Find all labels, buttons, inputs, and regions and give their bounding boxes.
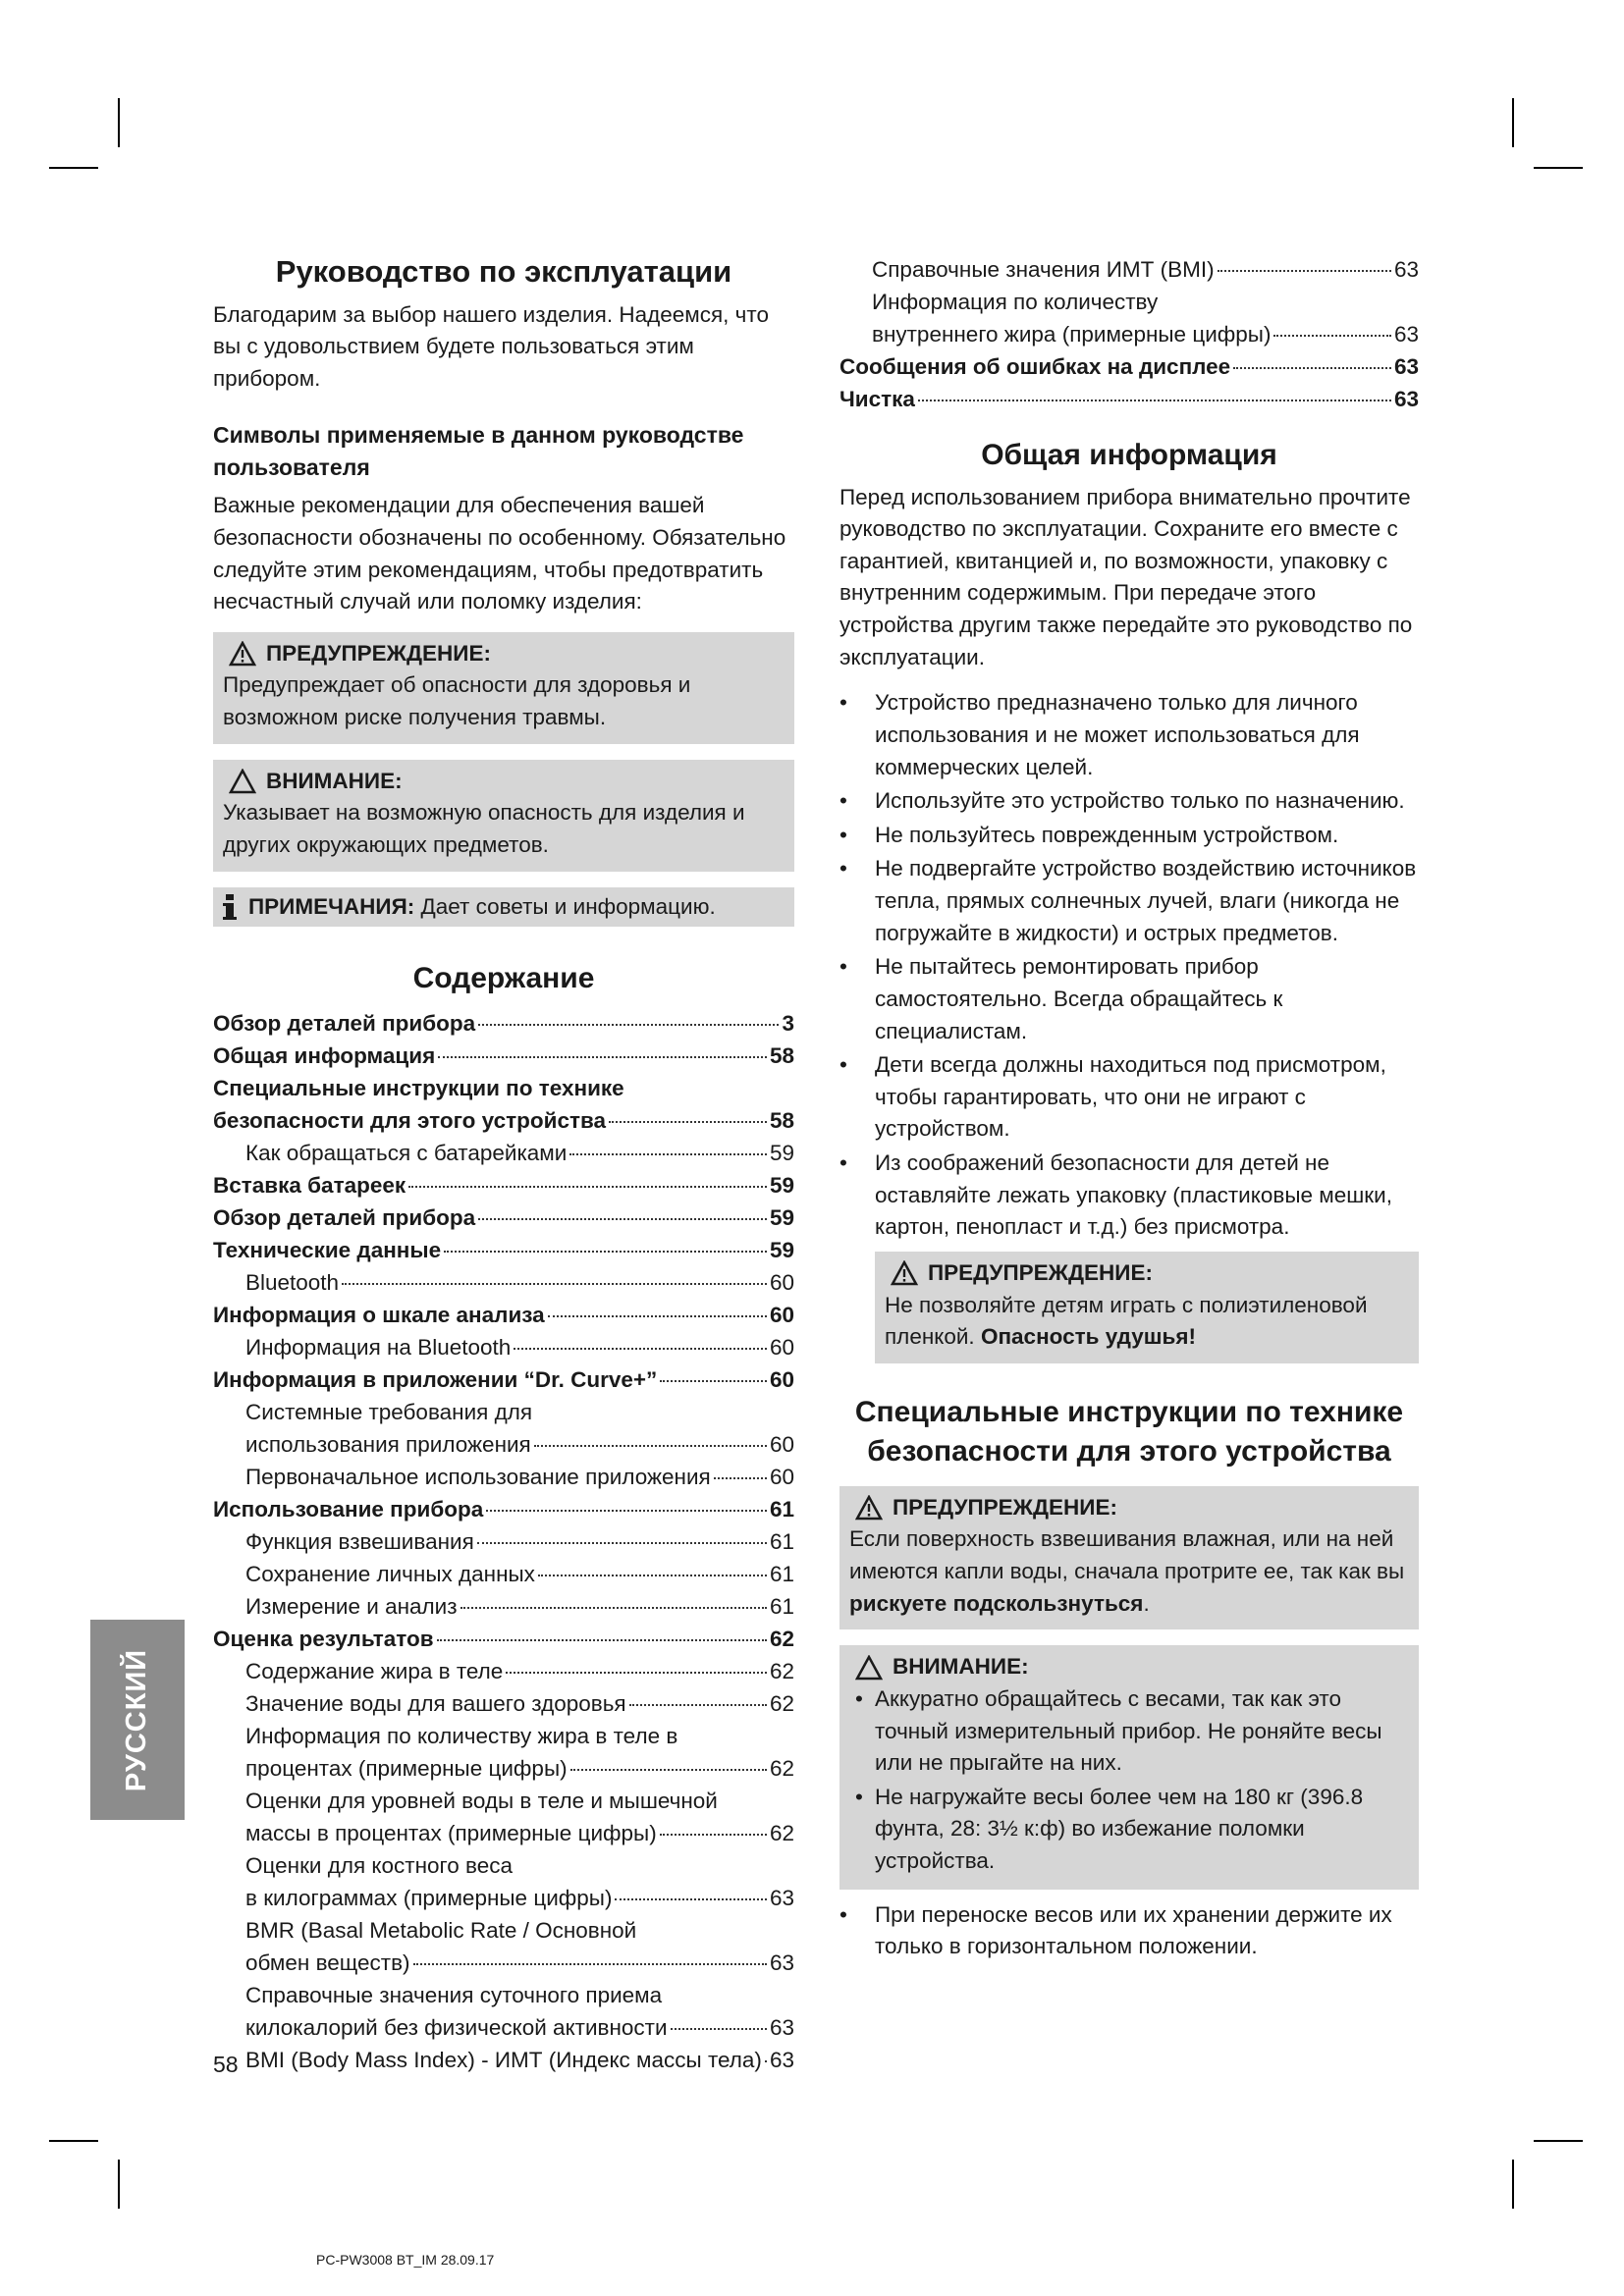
toc-entry[interactable]: килокалорий без физической активности 63	[245, 2014, 794, 2040]
toc-entry[interactable]: Как обращаться с батарейками 59	[245, 1140, 794, 1165]
manual-title: Руководство по эксплуатации	[275, 254, 732, 289]
toc-entry[interactable]: Первоначальное использование приложения 60	[245, 1464, 794, 1489]
intro-text: Благодарим за выбор нашего изделия. Надеемся, что вы с удовольствием будете пользоваться этим прибором.	[213, 301, 769, 391]
toc-entry[interactable]: Значение воды для вашего здоровья 62	[245, 1690, 794, 1716]
toc-entry[interactable]: Содержание жира в теле 62	[245, 1658, 794, 1683]
notes-title: ПРИМЕЧАНИЯ:	[248, 893, 415, 919]
warning-title: ПРЕДУПРЕЖДЕНИЕ:	[928, 1259, 1153, 1285]
toc-entry[interactable]: использования приложения 60	[245, 1431, 794, 1457]
general-info-text: Перед использованием прибора внимательно прочтите руководство по эксплуатации. Сохраните его вместе с гарантией, квитанцией и, по возможности, упаковку с внутренним содержимым. При передаче этого устройства другим также передайте это руководство по эксплуатации.	[839, 484, 1413, 669]
general-info-list	[839, 687, 1419, 1244]
warning-end: .	[1143, 1590, 1150, 1616]
symbols-text: Важные рекомендации для обеспечения вашей безопасности обозначены по особенному. Обязательно следуйте этим рекомендациям, чтобы предотвратить несчастный случай или поломку изделия:	[213, 493, 786, 614]
toc-entry[interactable]: Информация по количеству	[872, 290, 1159, 314]
crop-mark	[1534, 167, 1583, 169]
toc-entry[interactable]: Обзор деталей прибора 3	[213, 1010, 794, 1036]
caution-triangle-icon	[229, 769, 256, 794]
crop-mark	[1512, 98, 1514, 147]
list-item: • Не пытайтесь ремонтировать прибор самостоятельно. Всегда обращайтесь к специалистам.	[839, 951, 1419, 1047]
safety-title: Специальные инструкции по технике безопасности для этого устройства	[854, 1395, 1404, 1468]
caution-triangle-icon	[855, 1655, 883, 1681]
caution-title: ВНИМАНИЕ:	[266, 768, 403, 793]
warning-title: ПРЕДУПРЕЖДЕНИЕ:	[266, 640, 491, 666]
crop-mark	[49, 2140, 98, 2142]
table-of-contents	[213, 1007, 794, 2076]
toc-entry[interactable]: Использование прибора 61	[213, 1496, 794, 1522]
right-column	[839, 253, 1419, 1965]
caution-box-scale	[839, 1645, 1419, 1889]
toc-entry[interactable]: Информация о шкале анализа 60	[213, 1302, 794, 1327]
caution-text: Указывает на возможную опасность для изделия и других окружающих предметов.	[223, 800, 745, 857]
toc-entry[interactable]: Обзор деталей прибора 59	[213, 1204, 794, 1230]
warning-text: Не позволяйте детям играть с полиэтиленовой пленкой.	[885, 1292, 1368, 1350]
toc-entry[interactable]: BMR (Basal Metabolic Rate / Основной	[245, 1917, 637, 1943]
toc-entry[interactable]: Оценки для уровней воды в теле и мышечной	[245, 1788, 718, 1813]
warning-triangle-icon	[855, 1495, 883, 1521]
warning-box	[213, 632, 794, 744]
left-column	[213, 253, 794, 2076]
symbols-heading: Символы применяемые в данном руководстве пользователя	[213, 421, 744, 480]
list-item: • Устройство предназначено только для личного использования и не может использоваться для коммерческих целей.	[839, 687, 1419, 783]
final-list	[839, 1899, 1419, 1963]
toc-entry[interactable]: Специальные инструкции по технике	[213, 1075, 624, 1100]
warning-triangle-icon	[229, 641, 256, 667]
list-item: • Аккуратно обращайтесь с весами, так как это точный измерительный прибор. Не роняйте весы или не прыгайте на них.	[849, 1683, 1409, 1780]
crop-mark	[118, 2160, 120, 2209]
toc-entry[interactable]: Информация на Bluetooth 60	[245, 1334, 794, 1360]
toc-entry[interactable]: Технические данные 59	[213, 1237, 794, 1262]
toc-entry[interactable]: Чистка 63	[839, 387, 1419, 411]
warning-text: Предупреждает об опасности для здоровья и возможном риске получения травмы.	[223, 672, 691, 730]
toc-entry[interactable]: Оценки для костного веса	[245, 1852, 513, 1878]
toc-entry[interactable]: Справочные значения суточного приема	[245, 1982, 663, 2007]
toc-entry[interactable]: Системные требования для	[245, 1399, 533, 1424]
toc-entry[interactable]: Измерение и анализ 61	[245, 1593, 794, 1619]
list-item: • При переноске весов или их хранении держите их только в горизонтальном положении.	[839, 1899, 1419, 1963]
toc-entry[interactable]: Bluetooth 60	[245, 1269, 794, 1295]
footer-code: PC-PW3008 BT_IM 28.09.17	[316, 2252, 495, 2268]
list-item: • Не подвергайте устройство воздействию источников тепла, прямых солнечных лучей, влаги (никогда не погружайте в жидкости) и острых предметов.	[839, 853, 1419, 949]
toc-entry[interactable]: Справочные значения ИМТ (BMI) 63	[872, 257, 1419, 282]
warning-triangle-icon	[891, 1260, 918, 1286]
toc-entry[interactable]: Сохранение личных данных 61	[245, 1561, 794, 1586]
notes-box	[213, 887, 794, 928]
warning-emphasis: Опасность удушья!	[980, 1324, 1196, 1350]
notes-text: Дает советы и информацию.	[420, 893, 716, 919]
crop-mark	[49, 167, 98, 169]
toc-entry[interactable]: BMI (Body Mass Index) - ИМТ (Индекс массы тела) 63	[245, 2047, 794, 2072]
toc-entry[interactable]: Общая информация 58	[213, 1042, 794, 1068]
general-info-title: Общая информация	[981, 439, 1277, 471]
warning-box-slippery	[839, 1486, 1419, 1630]
contents-title: Содержание	[412, 962, 595, 995]
crop-mark	[1534, 2140, 1583, 2142]
toc-entry[interactable]: процентах (примерные цифры) 62	[245, 1755, 794, 1781]
list-item: • Из соображений безопасности для детей не оставляйте лежать упаковку (пластиковые мешки, картон, пенопласт и т.д.) без присмотра.	[839, 1148, 1419, 1244]
toc-entry[interactable]: Оценка результатов 62	[213, 1626, 794, 1651]
info-icon	[223, 894, 237, 920]
warning-text: Если поверхность взвешивания влажная, или на ней имеются капли воды, сначала протрите ее, так как вы	[849, 1526, 1405, 1583]
warning-title: ПРЕДУПРЕЖДЕНИЕ:	[893, 1494, 1117, 1520]
list-item: • Дети всегда должны находиться под присмотром, чтобы гарантировать, что они не играют с устройством.	[839, 1049, 1419, 1146]
table-of-contents-continued	[839, 253, 1419, 415]
caution-title: ВНИМАНИЕ:	[893, 1654, 1029, 1680]
language-tab: РУССКИЙ	[90, 1620, 185, 1820]
toc-entry[interactable]: Информация в приложении “Dr. Curve+” 60	[213, 1366, 794, 1392]
toc-entry[interactable]: в килограммах (примерные цифры) 63	[245, 1885, 794, 1910]
page-number: 58	[213, 2052, 239, 2077]
list-item: • Используйте это устройство только по назначению.	[839, 785, 1419, 818]
list-item: • Не пользуйтесь поврежденным устройством.	[839, 820, 1419, 852]
warning-emphasis: рискуете подскользнуться	[849, 1590, 1144, 1616]
toc-entry[interactable]: Вставка батареек 59	[213, 1172, 794, 1198]
toc-entry[interactable]: массы в процентах (примерные цифры) 62	[245, 1820, 794, 1845]
crop-mark	[118, 98, 120, 147]
toc-entry[interactable]: обмен веществ) 63	[245, 1949, 794, 1975]
toc-entry[interactable]: Функция взвешивания 61	[245, 1528, 794, 1554]
list-item: • Не нагружайте весы более чем на 180 кг (396.8 фунта, 28: 3½ к:ф) во избежание поломки устройства.	[849, 1782, 1409, 1878]
toc-entry[interactable]: безопасности для этого устройства 58	[213, 1107, 794, 1133]
caution-list	[849, 1683, 1409, 1878]
toc-entry[interactable]: внутреннего жира (примерные цифры) 63	[872, 322, 1419, 347]
crop-mark	[1512, 2160, 1514, 2209]
toc-entry[interactable]: Информация по количеству жира в теле в	[245, 1723, 678, 1748]
caution-box	[213, 760, 794, 872]
warning-box-plastic	[875, 1252, 1419, 1363]
toc-entry[interactable]: Сообщения об ошибках на дисплее 63	[839, 354, 1419, 379]
